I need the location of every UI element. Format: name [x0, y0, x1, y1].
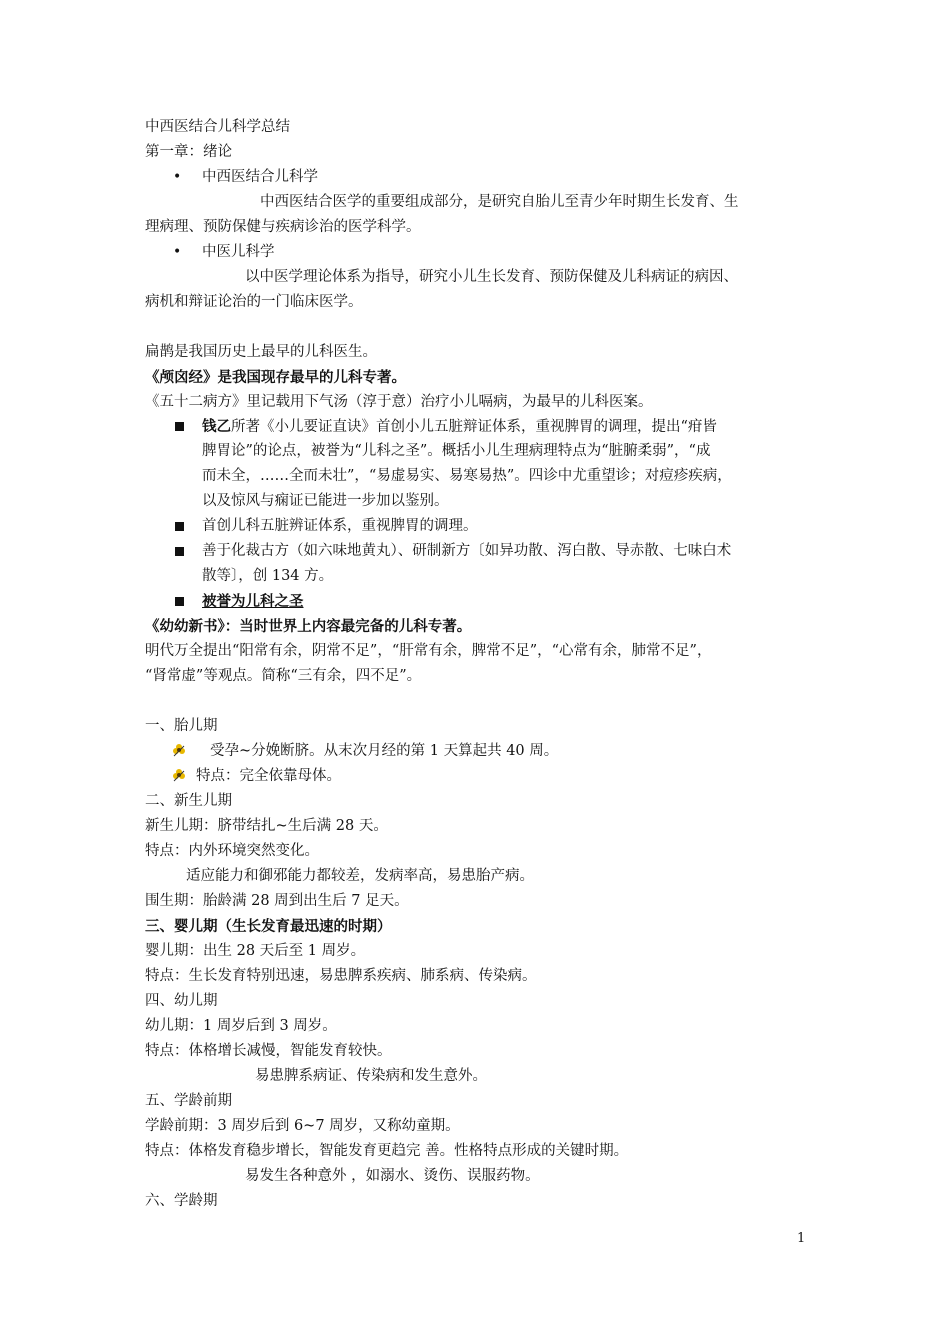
- paragraph-line: 《幼幼新书》：当时世界上内容最完备的儿科专著。: [145, 618, 472, 635]
- list-item-line: 而未全，……全而未壮”，“易虚易实、易寒易热”。四诊中尤重望诊；对痘疹疾病，: [202, 468, 732, 484]
- list-item-line: 脾胃论”的论点，被誉为“儿科之圣”。概括小儿生理病理特点为“脏腑柔弱”，“成: [202, 443, 711, 459]
- document-title: 中西医结合儿科学总结: [145, 119, 290, 135]
- list-item: 善于化裁古方（如六味地黄丸）、研制新方〔如异功散、泻白散、导赤散、七味白术: [202, 543, 732, 559]
- square-bullet-icon: [175, 422, 184, 431]
- period-heading: 三、婴儿期（生长发育最迅速的时期）: [145, 918, 392, 935]
- paragraph-line: 《五十二病方》里记载用下气汤（淳于意）治疗小儿嗝病，为最早的儿科医案。: [145, 394, 653, 410]
- paragraph-line: 婴儿期：出生 28 天后至 1 周岁。: [145, 943, 366, 959]
- bullet-dot-icon: •: [173, 169, 182, 185]
- person-name: 钱乙: [202, 418, 231, 435]
- period-heading: 二、新生儿期: [145, 793, 232, 809]
- paragraph-line: 特点：完全依靠母体。: [196, 768, 341, 784]
- period-heading: 一、胎儿期: [145, 718, 218, 734]
- list-item-line: 散等〕，创 134 方。: [202, 568, 334, 584]
- period-heading: 四、幼儿期: [145, 993, 218, 1009]
- paragraph-line: 易患脾系病证、传染病和发生意外。: [255, 1068, 487, 1084]
- square-bullet-icon: [175, 597, 184, 606]
- paragraph-line: 新生儿期：脐带结扎~生后满 28 天。: [145, 818, 388, 834]
- paragraph-line: 理病理、预防保健与疾病诊治的医学科学。: [145, 219, 421, 235]
- paragraph-line: 病机和辩证论治的一门临床医学。: [145, 294, 363, 310]
- paragraph-line: 《颅囟经》是我国现存最早的儿科专著。: [145, 369, 406, 386]
- list-item: [202, 414, 817, 440]
- paragraph-line: 特点：生长发育特别迅速，易患脾系疾病、肺系病、传染病。: [145, 968, 537, 984]
- paragraph-line: 易发生各种意外 ，如溺水、烫伤、误服药物。: [245, 1168, 540, 1184]
- paragraph-line: 特点：体格发育稳步增长，智能发育更趋完 善。性格特点形成的关键时期。: [145, 1143, 629, 1159]
- paragraph-line: “肾常虚”等观点。简称“三有余，四不足”。: [145, 668, 422, 684]
- paragraph-line: 以中医学理论体系为指导，研究小儿生长发育、预防保健及儿科病证的病因、: [245, 269, 738, 285]
- square-bullet-icon: [175, 522, 184, 531]
- flower-bullet-icon: [172, 743, 186, 757]
- flower-bullet-icon: [172, 768, 186, 782]
- paragraph-line: 特点：内外环境突然变化。: [145, 843, 319, 859]
- section-heading: 中医儿科学: [202, 244, 275, 260]
- paragraph-line: 受孕~分娩断脐。从末次月经的第 1 天算起共 40 周。: [210, 743, 559, 759]
- paragraph-line: 适应能力和御邪能力都较差，发病率高，易患胎产病。: [186, 868, 534, 884]
- paragraph-line: 围生期：胎龄满 28 周到出生后 7 足天。: [145, 893, 409, 909]
- square-bullet-icon: [175, 547, 184, 556]
- bullet-dot-icon: •: [173, 244, 182, 260]
- paragraph-line: 特点：体格增长减慢，智能发育较快。: [145, 1043, 392, 1059]
- paragraph-line: 中西医结合医学的重要组成部分，是研究自胎儿至青少年时期生长发育、生: [260, 194, 739, 210]
- page-number: 1: [797, 1231, 806, 1246]
- list-item: 被誉为儿科之圣: [202, 593, 304, 610]
- paragraph-line: 明代万全提出“阳常有余，阴常不足”，“肝常有余，脾常不足”，“心常有余，肺常不足”，: [145, 643, 712, 659]
- paragraph-line: 幼儿期：1 周岁后到 3 周岁。: [145, 1018, 337, 1034]
- period-heading: 六、学龄期: [145, 1193, 218, 1209]
- chapter-heading: 第一章：绪论: [145, 144, 232, 160]
- paragraph-line: 扁鹊是我国历史上最早的儿科医生。: [145, 344, 377, 360]
- period-heading: 五、学龄前期: [145, 1093, 232, 1109]
- list-item: 首创儿科五脏辨证体系，重视脾胃的调理。: [202, 518, 478, 534]
- section-heading: 中西医结合儿科学: [202, 169, 318, 185]
- list-item-text: 所著《小儿要证直诀》首创小儿五脏辩证体系，重视脾胃的调理，提出“疳皆: [231, 419, 717, 435]
- paragraph-line: 学龄前期：3 周岁后到 6~7 周岁，又称幼童期。: [145, 1118, 460, 1134]
- list-item-line: 以及惊风与痫证已能进一步加以鉴别。: [202, 493, 449, 509]
